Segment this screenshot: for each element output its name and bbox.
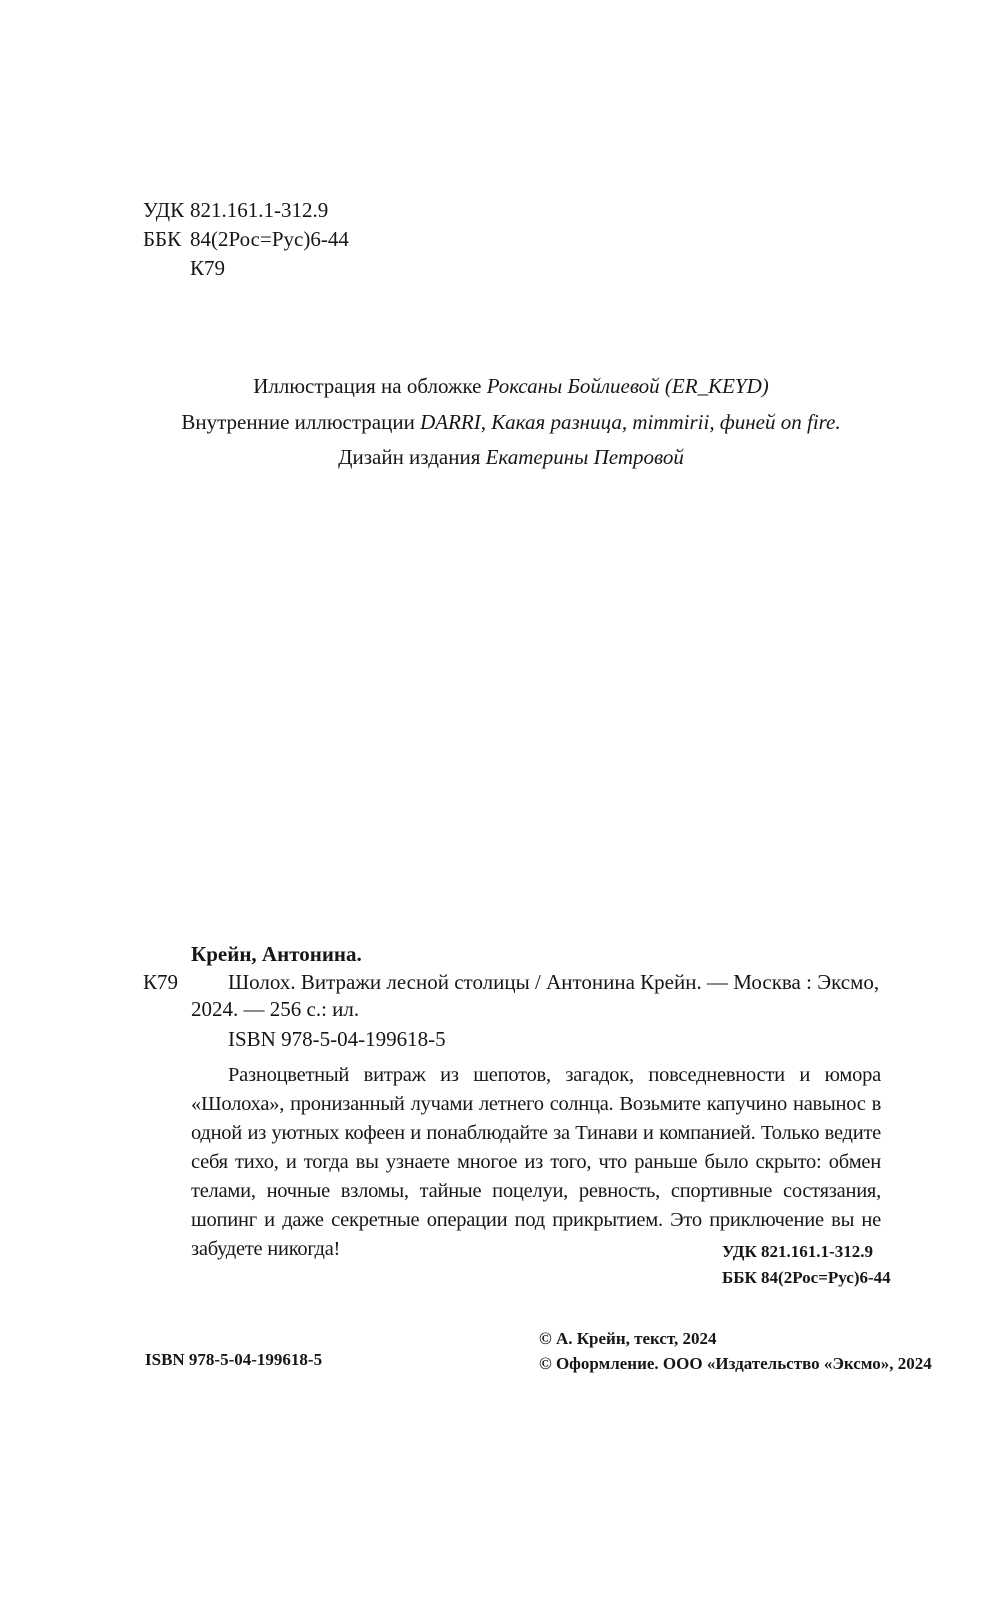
udc-line (143, 196, 349, 225)
classification-block-bottom (722, 1239, 891, 1290)
udc-label: УДК (143, 198, 185, 222)
copyright-publisher-line: © Оформление. ООО «Издательство «Эксмо», 2024 (539, 1354, 932, 1373)
isbn-catalog: ISBN 978-5-04-199618-5 (228, 1027, 446, 1051)
credit-text: Внутренние иллюстрации (181, 409, 421, 434)
credit-text: Дизайн издания (338, 445, 486, 469)
author-sign: К79 (190, 256, 226, 280)
bbk-label: ББК (143, 227, 182, 251)
catalog-author-sign: К79 (143, 969, 179, 994)
udc-bottom-line: УДК 821.161.1-312.9 (722, 1242, 873, 1261)
credit-text: Иллюстрация на обложке (253, 374, 487, 398)
credit-name: DARRI, Какая разница, mimmirii, финей on fire. (420, 409, 841, 434)
interior-illustrations-credit (131, 405, 891, 441)
bbk-line (143, 225, 349, 254)
classification-block-top (143, 196, 349, 283)
copyright-block (539, 1326, 932, 1376)
credit-name: Екатерины Петровой (485, 445, 684, 469)
credit-name: Роксаны Бойлиевой (ER_KEYD) (486, 374, 769, 398)
author-sign-line (143, 254, 349, 283)
bbk-value: 84(2Рос=Рус)6-44 (190, 227, 349, 251)
catalog-author: Крейн, Антонина. (191, 942, 362, 966)
annotation-paragraph: Разноцветный витраж из шепотов, загадок, повседневности и юмора «Шолоха», пронизанный лучами летнего солнца. Возьмите капучино навынос в одной из уютных кофеен и понаблюдайте за Тинави и компанией. Только ведите себя тихо, и тогда вы узнаете многое из того, что раньше было скрыто: обмен телами, ночные взломы, тайные поцелуи, ревность, спортивные состязания, шопинг и даже секретные операции под прикрытием. Это приключение вы не забудете никогда! (191, 1064, 881, 1260)
credits-block (131, 369, 891, 476)
isbn-footer: ISBN 978-5-04-199618-5 (145, 1350, 323, 1369)
catalog-title-line2: 2024. — 256 с.: ил. (191, 997, 360, 1021)
edition-design-credit (131, 440, 891, 476)
copyright-author-line: © А. Крейн, текст, 2024 (539, 1329, 717, 1348)
catalog-title-line1: Шолох. Витражи лесной столицы / Антонина Крейн. — Москва : Эксмо, (228, 969, 880, 994)
cover-illustration-credit (131, 369, 891, 405)
udc-value: 821.161.1-312.9 (190, 198, 329, 222)
catalog-entry (143, 969, 883, 1024)
catalog-card (143, 941, 883, 1024)
bbk-bottom-line: ББК 84(2Рос=Рус)6-44 (722, 1267, 891, 1287)
